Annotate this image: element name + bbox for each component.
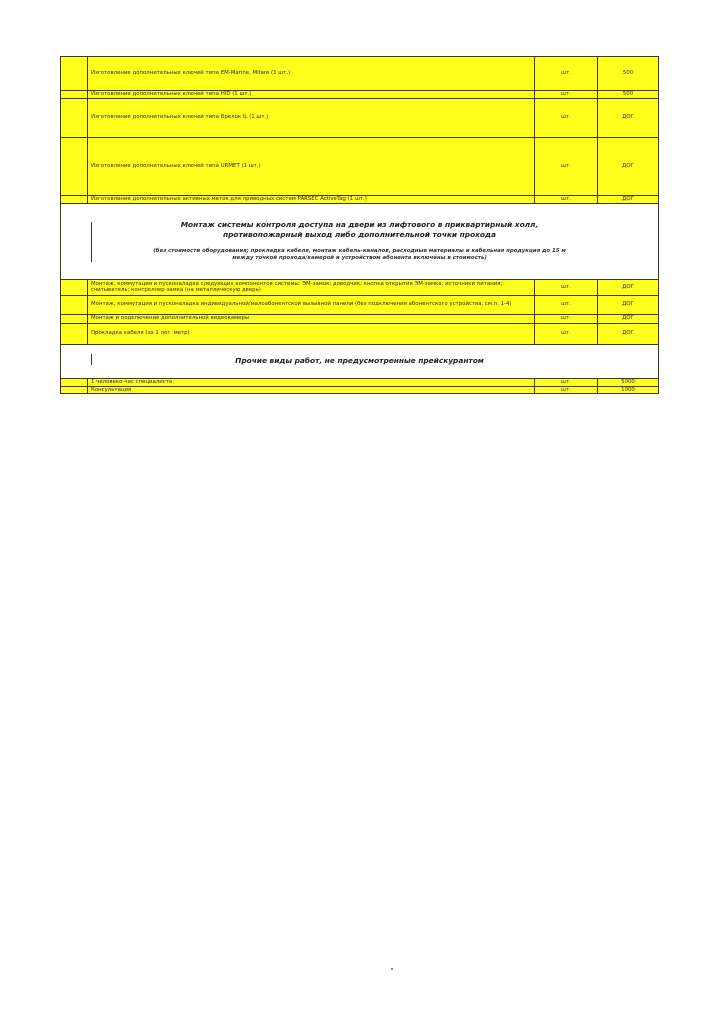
table-row bbox=[61, 57, 659, 91]
item-description: Монтаж, коммутация и пусконаладка следующих компонентов системы: ЭМ-замок; доводчик; кнопка открытия ЭМ-замка; источники питания; считыватель; контроллер замка (на металлическую дверь) bbox=[88, 279, 535, 295]
section-title: Прочие виды работ, не предусмотренные прейскурантом bbox=[235, 356, 484, 366]
item-description: Монтаж и подключение дополнительной видеокамеры bbox=[88, 314, 535, 323]
item-description: Консультация bbox=[88, 386, 535, 394]
item-price: ДОГ bbox=[598, 279, 659, 295]
item-unit: шт. bbox=[535, 378, 598, 386]
section-note: (без стоимости оборудования; прокладка кабеля, монтаж кабель-каналов, расходные материалы и кабельная продукция до 15 м между точкой прохода/камерой и устройством абонента включены в стоимость) bbox=[153, 247, 566, 262]
item-price: 5000 bbox=[598, 378, 659, 386]
item-description: Монтаж, коммутация и пусконаладка индивидуальной/малоабонентской вызывной панели (без подключения абонентского устройства, см.п. 1-4) bbox=[88, 295, 535, 314]
item-unit: шт. bbox=[535, 314, 598, 323]
item-unit: шт. bbox=[535, 91, 598, 99]
item-description: Изготовление дополнительных ключей типа HID (1 шт.) bbox=[88, 91, 535, 99]
item-unit: шт. bbox=[535, 295, 598, 314]
section-header-row bbox=[61, 203, 659, 279]
table-row bbox=[61, 279, 659, 295]
item-description: Изготовление дополнительных ключей типа URMET (1 шт.) bbox=[88, 137, 535, 195]
item-unit: шт. bbox=[535, 323, 598, 344]
table-row bbox=[61, 137, 659, 195]
table-row bbox=[61, 91, 659, 99]
item-description: Изготовление дополнительных активных меток для приводных систем PARSEC ActiveTag (1 шт.) bbox=[88, 195, 535, 203]
item-unit: шт. bbox=[535, 137, 598, 195]
table-row bbox=[61, 98, 659, 137]
table-row bbox=[61, 295, 659, 314]
section-title: Монтаж системы контроля доступа на двери из лифтового в приквартирный холл, противопожарный выход либо дополнительной точки прохода bbox=[180, 219, 539, 239]
section-header bbox=[64, 356, 655, 366]
item-price: ДОГ bbox=[598, 323, 659, 344]
item-description: Изготовление дополнительных ключей типа EM-Marine, Mifare (1 шт.) bbox=[88, 57, 535, 91]
item-unit: шт. bbox=[535, 195, 598, 203]
item-unit: шт. bbox=[535, 98, 598, 137]
table-row bbox=[61, 386, 659, 394]
item-description: Изготовление дополнительных ключей типа Брелок IL (1 шт.) bbox=[88, 98, 535, 137]
item-unit: шт. bbox=[535, 386, 598, 394]
table-row bbox=[61, 323, 659, 344]
section-header-row bbox=[61, 344, 659, 378]
price-table bbox=[60, 56, 659, 394]
item-price: ДОГ bbox=[598, 98, 659, 137]
item-price: ДОГ bbox=[598, 137, 659, 195]
table-row bbox=[61, 195, 659, 203]
scan-speck bbox=[391, 968, 393, 970]
item-price: 500 bbox=[598, 57, 659, 91]
margin-bar bbox=[91, 354, 92, 365]
item-description: 1 человеко-час специалиста bbox=[88, 378, 535, 386]
table-row bbox=[61, 378, 659, 386]
item-price: ДОГ bbox=[598, 195, 659, 203]
margin-bar bbox=[91, 222, 92, 262]
item-unit: шт. bbox=[535, 57, 598, 91]
item-price: 1000 bbox=[598, 386, 659, 394]
item-price: ДОГ bbox=[598, 295, 659, 314]
item-price: 500 bbox=[598, 91, 659, 99]
item-description: Прокладка кабеля (за 1 пог. метр) bbox=[88, 323, 535, 344]
table-row bbox=[61, 314, 659, 323]
item-price: ДОГ bbox=[598, 314, 659, 323]
item-unit: шт. bbox=[535, 279, 598, 295]
section-header bbox=[64, 220, 655, 263]
